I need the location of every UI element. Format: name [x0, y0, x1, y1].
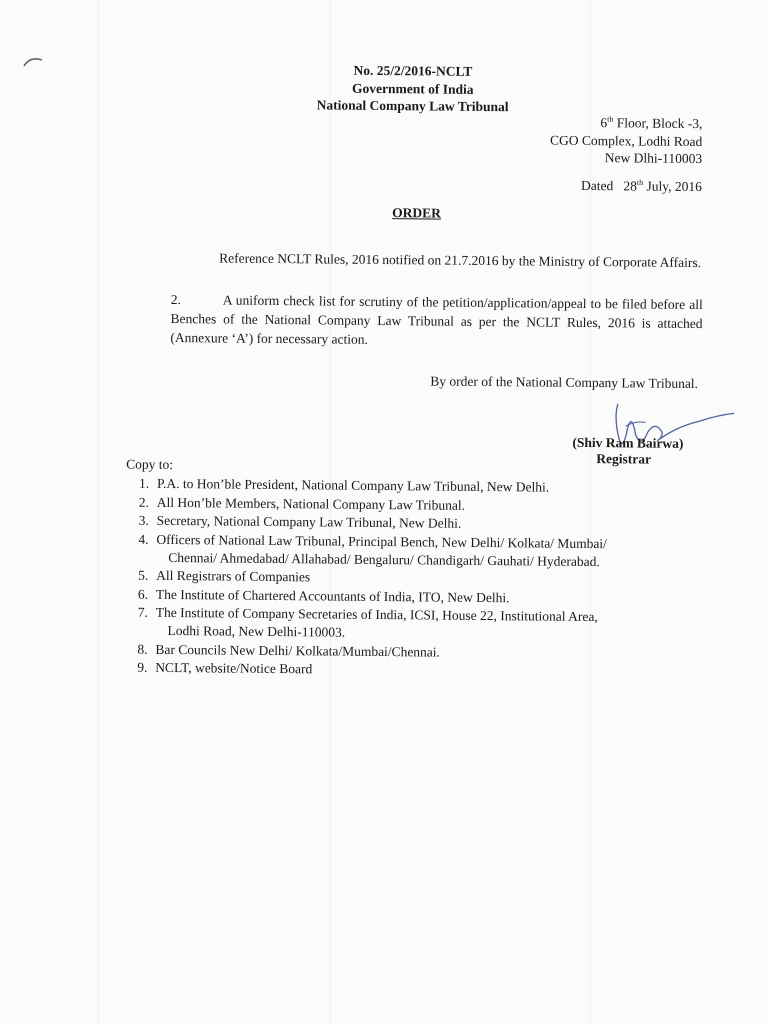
- list-item: [137, 604, 697, 645]
- list-item-number: 4.: [138, 531, 149, 547]
- list-item-number: 6.: [137, 586, 149, 602]
- list-item-text: Bar Councils New Delhi/ Kolkata/Mumbai/Chennai.: [155, 641, 441, 660]
- list-item-number: 5.: [138, 567, 149, 583]
- copy-to-label: Copy to:: [126, 456, 174, 473]
- list-item-text: P.A. to Hon’ble President, National Company Law Tribunal, New Delhi.: [156, 475, 550, 495]
- file-number: No. 25/2/2016-NCLT: [353, 62, 473, 79]
- government-line: Government of India: [351, 80, 474, 97]
- list-item-text: Officers of National Law Tribunal, Principal Bench, New Delhi/ Kolkata/ Mumbai/: [156, 531, 607, 551]
- list-item-text: The Institute of Company Secretaries of India, ICSI, House 22, Institutional Area,: [155, 604, 598, 625]
- list-item-text: The Institute of Chartered Accountants of India, ITO, New Delhi.: [155, 586, 510, 605]
- list-item-number: 9.: [137, 659, 148, 675]
- signatory-designation: Registrar: [596, 451, 652, 467]
- signatory-name: (Shiv Ram Bairwa): [572, 434, 684, 451]
- paragraph-1: Reference NCLT Rules, 2016 notified on 21.7.2016 by the Ministry of Corporate Affairs.: [219, 250, 702, 271]
- list-item-continuation: Lodhi Road, New Delhi-110003.: [167, 622, 346, 640]
- list-item-text: Secretary, National Company Law Tribunal, New Delhi.: [156, 512, 462, 531]
- list-item-number: 1.: [138, 475, 150, 491]
- list-item-number: 7.: [137, 604, 148, 620]
- list-item-text: All Registrars of Companies: [156, 567, 311, 585]
- address-line-2: CGO Complex, Lodhi Road: [549, 132, 703, 150]
- paragraph-2: 2. A uniform check list for scrutiny of the petition/application/appeal to be filed before all Benches of the National Company Law Tribunal as per the NCLT Rules, 2016 is attached (Annexure ‘A’) for necessary action.: [170, 291, 703, 347]
- list-item-text: All Hon’ble Members, National Company Law Tribunal.: [156, 494, 466, 513]
- list-item-continuation: Chennai/ Ahmedabad/ Allahabad/ Bengaluru/ Chandigarh/ Gauhati/ Hyderabad.: [168, 549, 600, 569]
- list-item-text: NCLT, website/Notice Board: [155, 659, 313, 677]
- address-line-3: New Dlhi-110003: [604, 150, 703, 167]
- list-item-number: 3.: [138, 512, 149, 528]
- tribunal-line: National Company Law Tribunal: [316, 97, 509, 115]
- list-item: [138, 530, 698, 571]
- address-line-1: 6th Floor, Block -3,: [600, 114, 703, 132]
- list-item-number: 8.: [137, 641, 148, 657]
- date-line: Dated 28th July, 2016: [580, 177, 702, 195]
- closing-line: By order of the National Company Law Tribunal.: [430, 373, 699, 392]
- order-title: ORDER: [392, 205, 442, 221]
- list-item-number: 2.: [138, 494, 150, 510]
- copy-to-list: [137, 475, 699, 683]
